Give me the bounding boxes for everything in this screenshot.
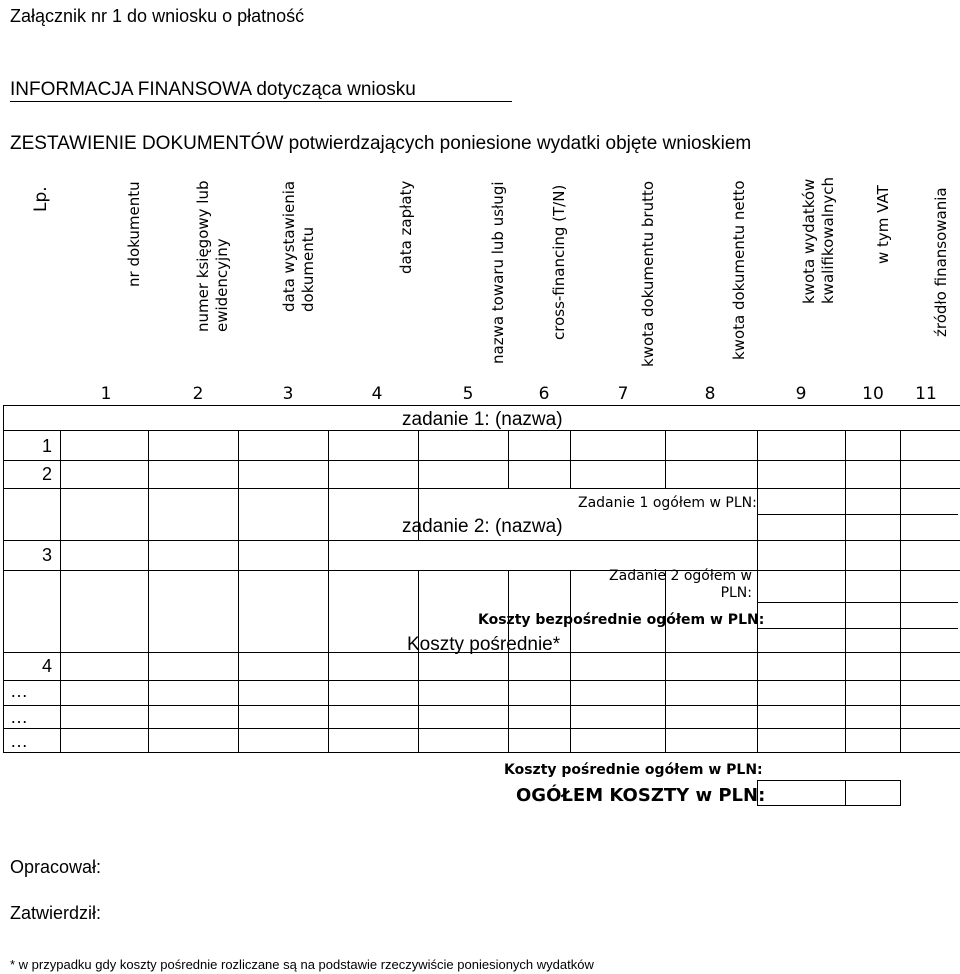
col-number: 8 [704,384,716,404]
col-number: 11 [915,384,937,404]
col-header-eligible-amount: kwota wydatków kwalifikowalnych [800,176,837,304]
col-header-doc-number: nr dokumentu [125,181,143,287]
col-header-accounting-number: numer księgowy lub ewidencyjny [194,180,231,332]
footnote: * w przypadku gdy koszty pośrednie rozliczane są na podstawie rzeczywiście poniesionych wydatków [10,957,594,972]
grand-total-label: OGÓŁEM KOSZTY w PLN: [516,785,766,806]
statement-title: ZESTAWIENIE DOKUMENTÓW potwierdzających poniesione wydatki objęte wnioskiem [10,133,752,154]
col-number: 3 [282,384,294,404]
ellipsis-row: … [10,707,28,727]
col-header-vat: w tym VAT [874,185,892,264]
approved-by-label: Zatwierdził: [10,903,102,923]
col-number: 1 [100,384,112,404]
col-header-payment-date: data zapłaty [397,180,415,274]
col-number: 9 [795,384,807,404]
direct-costs-total-label: Koszty bezpośrednie ogółem w PLN: [478,612,765,628]
col-header-gross-amount: kwota dokumentu brutto [639,180,657,367]
info-title: INFORMACJA FINANSOWA dotycząca wniosku [10,79,416,100]
col-header-issue-date: data wystawienia dokumentu [280,180,317,312]
col-number: 5 [462,384,474,404]
col-header-cross-financing: cross-financing (T/N) [550,184,568,340]
col-header-item-name: nazwa towaru lub usługi [489,181,507,364]
col-number: 6 [538,384,550,404]
grand-total-value-box[interactable] [757,780,901,806]
task2-total-label: Zadanie 2 ogółem w PLN: [609,568,752,601]
col-number: 4 [371,384,383,404]
col-header-funding-source: źródło finansowania [932,187,950,337]
indirect-costs-label: Koszty pośrednie* [407,634,561,655]
attachment-title: Załącznik nr 1 do wniosku o płatność [10,6,305,26]
task1-total-label: Zadanie 1 ogółem w PLN: [578,495,757,511]
info-title-underline [10,101,512,102]
row-number: 2 [42,464,53,484]
prepared-by-label: Opracował: [10,857,102,877]
col-header-lp: Lp. [31,186,51,212]
ellipsis-row: … [10,731,28,751]
ellipsis-row: … [10,681,28,701]
col-number: 10 [862,384,884,404]
task1-label: zadanie 1: (nazwa) [402,409,563,430]
row-number: 4 [42,656,53,676]
task2-label: zadanie 2: (nazwa) [402,516,563,537]
indirect-costs-total-label: Koszty pośrednie ogółem w PLN: [504,762,763,778]
row-number: 3 [42,545,53,565]
col-number: 7 [617,384,629,404]
col-number: 2 [192,384,204,404]
col-header-net-amount: kwota dokumentu netto [730,180,748,360]
row-number: 1 [42,436,53,456]
